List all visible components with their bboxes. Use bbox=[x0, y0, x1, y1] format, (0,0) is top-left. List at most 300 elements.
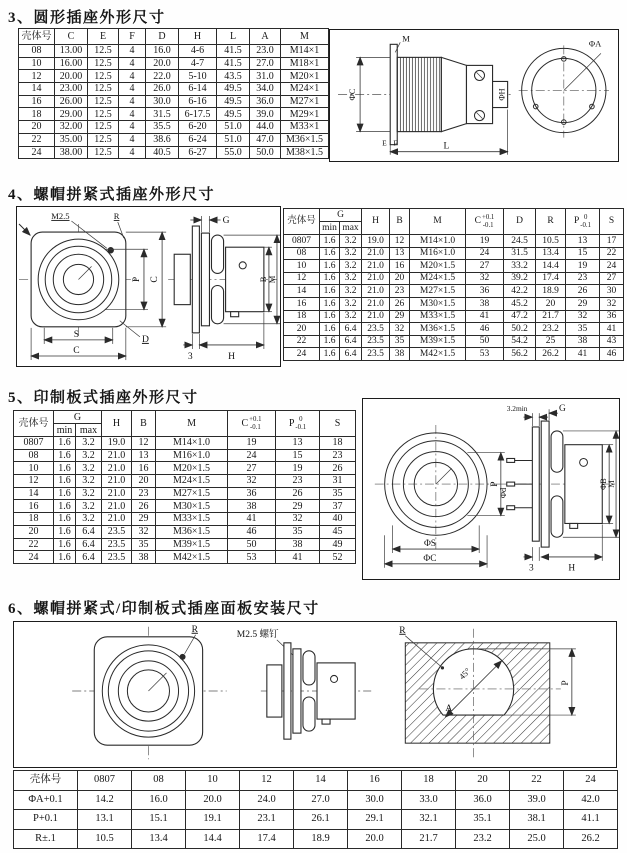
cell: 20 bbox=[390, 272, 410, 285]
table-row bbox=[14, 462, 356, 475]
cell: 23.5 bbox=[102, 551, 132, 564]
table-row bbox=[14, 771, 618, 791]
cell: 12 bbox=[19, 70, 55, 83]
cell: 21.0 bbox=[102, 475, 132, 488]
cell: 38 bbox=[566, 335, 600, 348]
cell: 12.5 bbox=[88, 57, 119, 70]
cell: 23.5 bbox=[362, 335, 390, 348]
section5-title: 5、印制板式插座外形尺寸 bbox=[8, 390, 199, 406]
cell: 30.0 bbox=[146, 95, 179, 108]
cell: 26 bbox=[566, 285, 600, 298]
table-row bbox=[19, 133, 329, 146]
cell: 23 bbox=[320, 449, 356, 462]
cell: 36 bbox=[600, 310, 624, 323]
cell: 3.2 bbox=[340, 297, 362, 310]
cell: 3.2 bbox=[76, 437, 102, 450]
cell: 21.0 bbox=[362, 260, 390, 273]
cell: 38.1 bbox=[510, 810, 564, 830]
col-r: R bbox=[536, 209, 566, 235]
cell: 16.0 bbox=[146, 45, 179, 58]
cell: 13 bbox=[566, 235, 600, 248]
cell: 36 bbox=[466, 285, 504, 298]
cell: 14.4 bbox=[536, 260, 566, 273]
cell: 50.0 bbox=[250, 146, 281, 159]
cell: 35.00 bbox=[55, 133, 88, 146]
cell: 1.6 bbox=[54, 449, 76, 462]
cell: 51.0 bbox=[217, 133, 250, 146]
cell: 22 bbox=[14, 538, 54, 551]
cell: 35 bbox=[276, 525, 320, 538]
cell: 24 bbox=[14, 551, 54, 564]
cell: 24 bbox=[228, 449, 276, 462]
cell: 41.1 bbox=[564, 810, 618, 830]
cell: 32 bbox=[228, 475, 276, 488]
cell: M42×1.5 bbox=[156, 551, 228, 564]
cell: 42.2 bbox=[504, 285, 536, 298]
cell: 26.1 bbox=[294, 810, 348, 830]
cell: 1.6 bbox=[320, 310, 340, 323]
cell: 18 bbox=[284, 310, 320, 323]
cell: 3.2 bbox=[340, 310, 362, 323]
table-row bbox=[19, 108, 329, 121]
cell: 1.6 bbox=[320, 335, 340, 348]
cell: 1.6 bbox=[54, 525, 76, 538]
header-cell: A bbox=[250, 29, 281, 45]
col-m: M bbox=[410, 209, 466, 235]
table-row bbox=[19, 45, 329, 58]
dim-label-m25: M2.5 bbox=[51, 210, 70, 221]
cell: 6.4 bbox=[76, 525, 102, 538]
cell: 1.6 bbox=[320, 348, 340, 361]
cell: 35.5 bbox=[146, 121, 179, 134]
cell: 29.1 bbox=[348, 810, 402, 830]
cell: 36.0 bbox=[456, 790, 510, 810]
cell: 38 bbox=[466, 297, 504, 310]
cell: 0807 bbox=[78, 771, 132, 791]
cell: 35 bbox=[132, 538, 156, 551]
cell: M27×1.5 bbox=[410, 285, 466, 298]
cell: 6-17.5 bbox=[179, 108, 217, 121]
cell: 20 bbox=[456, 771, 510, 791]
cell: 32 bbox=[466, 272, 504, 285]
cell: 4 bbox=[119, 83, 146, 96]
cell: 19 bbox=[566, 260, 600, 273]
dim-label-p-cutout: P bbox=[560, 680, 571, 686]
cell: 25.0 bbox=[510, 829, 564, 849]
cell: M30×1.5 bbox=[410, 297, 466, 310]
cell: 24 bbox=[600, 260, 624, 273]
cell: 4 bbox=[119, 70, 146, 83]
cell: 51.0 bbox=[217, 121, 250, 134]
cell: 35 bbox=[390, 335, 410, 348]
cell: 50 bbox=[466, 335, 504, 348]
cell: M30×1.5 bbox=[156, 500, 228, 513]
cell: 27 bbox=[228, 462, 276, 475]
cell: 32 bbox=[276, 513, 320, 526]
table-header-row bbox=[14, 411, 356, 424]
cell: 26 bbox=[132, 500, 156, 513]
cell: 6-14 bbox=[179, 83, 217, 96]
cell: 30 bbox=[600, 285, 624, 298]
dim-label-g: G bbox=[222, 215, 230, 227]
cell: M33×1.5 bbox=[410, 310, 466, 323]
cell: 21.0 bbox=[102, 487, 132, 500]
cell: 34.0 bbox=[250, 83, 281, 96]
cell: 12.5 bbox=[88, 95, 119, 108]
col-c: C +0.1 -0.1 bbox=[466, 209, 504, 235]
cell: 1.6 bbox=[320, 272, 340, 285]
cell: 16 bbox=[348, 771, 402, 791]
cell: 27 bbox=[466, 260, 504, 273]
cell: 31.5 bbox=[146, 108, 179, 121]
dim-label-e: E bbox=[382, 138, 387, 148]
cell: 20 bbox=[19, 121, 55, 134]
cell: 23 bbox=[276, 475, 320, 488]
round-socket-dimensions-table bbox=[18, 28, 329, 159]
cell: 15 bbox=[566, 247, 600, 260]
cell: 10.5 bbox=[78, 829, 132, 849]
cell: 3.2 bbox=[76, 513, 102, 526]
cell: 12 bbox=[132, 437, 156, 450]
col-d: D bbox=[504, 209, 536, 235]
cell: M14×1.0 bbox=[410, 235, 466, 248]
cell: 38 bbox=[228, 500, 276, 513]
cell: 08 bbox=[132, 771, 186, 791]
cell: 24 bbox=[19, 146, 55, 159]
cell: 50 bbox=[228, 538, 276, 551]
table-row bbox=[284, 348, 624, 361]
header-cell: C bbox=[55, 29, 88, 45]
cell: 17.4 bbox=[536, 272, 566, 285]
cell: 6-27 bbox=[179, 146, 217, 159]
cell: 3.2 bbox=[76, 475, 102, 488]
cell: 52 bbox=[320, 551, 356, 564]
cell: 17 bbox=[600, 235, 624, 248]
cell: 29.00 bbox=[55, 108, 88, 121]
table-row bbox=[14, 475, 356, 488]
cell: 26.2 bbox=[564, 829, 618, 849]
cell: 1.6 bbox=[54, 487, 76, 500]
section5-drawing-box bbox=[362, 398, 620, 580]
cell: 22.0 bbox=[146, 70, 179, 83]
table-row bbox=[284, 272, 624, 285]
cell: 26 bbox=[276, 487, 320, 500]
cell: 3.2 bbox=[76, 500, 102, 513]
cell: 4 bbox=[119, 95, 146, 108]
cell: 39.0 bbox=[250, 108, 281, 121]
cell: 24 bbox=[284, 348, 320, 361]
cell: 20 bbox=[536, 297, 566, 310]
cell: 15.1 bbox=[132, 810, 186, 830]
dim-label-a: A bbox=[445, 704, 453, 715]
cell: 14 bbox=[284, 285, 320, 298]
cell: 23 bbox=[390, 285, 410, 298]
cell: 6.4 bbox=[76, 551, 102, 564]
cell: 08 bbox=[19, 45, 55, 58]
cell: 3.2 bbox=[76, 462, 102, 475]
cell: M20×1.5 bbox=[410, 260, 466, 273]
cell: 6-16 bbox=[179, 95, 217, 108]
cell: 49.5 bbox=[217, 108, 250, 121]
cell: 30.0 bbox=[348, 790, 402, 810]
dim-label-m-side: M bbox=[607, 480, 617, 488]
cell: 31.5 bbox=[504, 247, 536, 260]
cell: 41.5 bbox=[217, 57, 250, 70]
cell: 38 bbox=[276, 538, 320, 551]
col-shell: 壳体号 bbox=[14, 411, 54, 437]
table-row bbox=[14, 500, 356, 513]
section6-title: 6、螺帽拼紧式/印制板式插座面板安装尺寸 bbox=[8, 601, 320, 617]
col-g-min: min bbox=[320, 222, 340, 235]
table-row bbox=[19, 83, 329, 96]
cell: 38.00 bbox=[55, 146, 88, 159]
cell: 23.5 bbox=[102, 538, 132, 551]
cell: M36×1.5 bbox=[410, 323, 466, 336]
table-header-row bbox=[19, 29, 329, 45]
col-m: M bbox=[156, 411, 228, 437]
cell: 21.0 bbox=[102, 449, 132, 462]
cell: 13 bbox=[132, 449, 156, 462]
cell: M27×1.5 bbox=[156, 487, 228, 500]
cell: 43.5 bbox=[217, 70, 250, 83]
cell: 13.00 bbox=[55, 45, 88, 58]
cell: 42.0 bbox=[564, 790, 618, 810]
table-row bbox=[14, 437, 356, 450]
cell: 32 bbox=[390, 323, 410, 336]
cell: 41 bbox=[276, 551, 320, 564]
dim-label-32min: 3.2min bbox=[506, 404, 528, 414]
cell: 41 bbox=[228, 513, 276, 526]
cell: 50.2 bbox=[504, 323, 536, 336]
col-g-max: max bbox=[76, 424, 102, 437]
cell: 38.6 bbox=[146, 133, 179, 146]
cell: 41 bbox=[466, 310, 504, 323]
cell: 22 bbox=[284, 335, 320, 348]
dim-label-p: P bbox=[489, 481, 500, 487]
cell: 32 bbox=[600, 297, 624, 310]
cell: 41 bbox=[600, 323, 624, 336]
cell: 4 bbox=[119, 133, 146, 146]
header-cell: D bbox=[146, 29, 179, 45]
cell: 23.5 bbox=[362, 348, 390, 361]
cell: 38 bbox=[390, 348, 410, 361]
header-cell: H bbox=[179, 29, 217, 45]
cell: 23.2 bbox=[536, 323, 566, 336]
cell: 14 bbox=[294, 771, 348, 791]
table-row bbox=[19, 121, 329, 134]
dim-label-h: H bbox=[228, 351, 236, 363]
cell: 23.00 bbox=[55, 83, 88, 96]
section3-drawing-box bbox=[329, 29, 619, 162]
header-cell: M bbox=[281, 29, 329, 45]
dim-label-h: H bbox=[568, 563, 576, 574]
table-row bbox=[284, 297, 624, 310]
table-row bbox=[14, 810, 618, 830]
cell: 6.4 bbox=[76, 538, 102, 551]
table-row bbox=[14, 790, 618, 810]
header-cell: F bbox=[119, 29, 146, 45]
cell: 21.0 bbox=[362, 272, 390, 285]
cell: 16 bbox=[14, 500, 54, 513]
cell: 12 bbox=[284, 272, 320, 285]
cell: 41.5 bbox=[217, 45, 250, 58]
cell: 46 bbox=[466, 323, 504, 336]
dim-label-f: F bbox=[393, 138, 398, 148]
cell: 12.5 bbox=[88, 133, 119, 146]
cell: 12 bbox=[240, 771, 294, 791]
cell: 1.6 bbox=[54, 513, 76, 526]
cell: 39.0 bbox=[510, 790, 564, 810]
cell: 21.0 bbox=[362, 247, 390, 260]
cell: M36×1.5 bbox=[281, 133, 329, 146]
cell: 47.2 bbox=[504, 310, 536, 323]
cell: 21.0 bbox=[102, 462, 132, 475]
cell: R±.1 bbox=[14, 829, 78, 849]
cell: 24.0 bbox=[240, 790, 294, 810]
cell: 24 bbox=[466, 247, 504, 260]
section4-drawing-box bbox=[16, 206, 281, 367]
cell: 5-10 bbox=[179, 70, 217, 83]
dim-label-phiH: ΦH bbox=[496, 88, 507, 101]
table-row bbox=[284, 323, 624, 336]
cell: 20.0 bbox=[348, 829, 402, 849]
cell: 46 bbox=[228, 525, 276, 538]
cell: 16 bbox=[132, 462, 156, 475]
cell: 12.5 bbox=[88, 108, 119, 121]
cell: 27.0 bbox=[294, 790, 348, 810]
cell: M33×1 bbox=[281, 121, 329, 134]
cell: 14 bbox=[14, 487, 54, 500]
cell: M29×1 bbox=[281, 108, 329, 121]
cell: 56.2 bbox=[504, 348, 536, 361]
cell: 29 bbox=[390, 310, 410, 323]
cell: 23 bbox=[566, 272, 600, 285]
cell: 3.2 bbox=[340, 285, 362, 298]
cell: M24×1.5 bbox=[156, 475, 228, 488]
cell: 21.0 bbox=[362, 310, 390, 323]
table-header-row bbox=[284, 209, 624, 222]
cell: 36 bbox=[228, 487, 276, 500]
table-row bbox=[14, 538, 356, 551]
cell: 13.4 bbox=[132, 829, 186, 849]
cell: M24×1.5 bbox=[410, 272, 466, 285]
cell: 1.6 bbox=[320, 297, 340, 310]
cell: 23.5 bbox=[362, 323, 390, 336]
cell: 1.6 bbox=[320, 285, 340, 298]
cell: 32.1 bbox=[402, 810, 456, 830]
table-row bbox=[14, 829, 618, 849]
cell: 21.0 bbox=[362, 297, 390, 310]
dim-label-phiS: ΦS bbox=[423, 539, 436, 550]
dim-label-m-side: M bbox=[266, 275, 277, 284]
cell: 21.0 bbox=[362, 285, 390, 298]
cell: 22 bbox=[510, 771, 564, 791]
cell: 10 bbox=[19, 57, 55, 70]
cell: M20×1 bbox=[281, 70, 329, 83]
dim-label-c-horizontal: C bbox=[73, 345, 80, 357]
cell: 1.6 bbox=[320, 235, 340, 248]
cell: 29 bbox=[132, 513, 156, 526]
cell: 15 bbox=[276, 449, 320, 462]
cell: 10 bbox=[284, 260, 320, 273]
cell: 0807 bbox=[284, 235, 320, 248]
dim-label-m: M bbox=[402, 33, 410, 44]
cell: 08 bbox=[284, 247, 320, 260]
dim-label-p: P bbox=[130, 276, 142, 283]
cell: 3.2 bbox=[340, 247, 362, 260]
cell: 45 bbox=[320, 525, 356, 538]
cell: 1.6 bbox=[54, 462, 76, 475]
table-row bbox=[14, 525, 356, 538]
table-row bbox=[19, 57, 329, 70]
cell: 18 bbox=[320, 437, 356, 450]
cell: 21.7 bbox=[402, 829, 456, 849]
table-row bbox=[19, 146, 329, 159]
section3-title: 3、圆形插座外形尺寸 bbox=[8, 10, 166, 26]
cell: 1.6 bbox=[54, 437, 76, 450]
cell: 4 bbox=[119, 146, 146, 159]
cell: 23.2 bbox=[456, 829, 510, 849]
cell: 29 bbox=[566, 297, 600, 310]
cell: 18 bbox=[19, 108, 55, 121]
cell: 19 bbox=[228, 437, 276, 450]
header-cell: L bbox=[217, 29, 250, 45]
dim-label-45deg: 45° bbox=[456, 665, 473, 682]
cell: 壳体号 bbox=[14, 771, 78, 791]
cell: 22 bbox=[19, 133, 55, 146]
cell: 14 bbox=[19, 83, 55, 96]
cell: 10.5 bbox=[536, 235, 566, 248]
cell: P+0.1 bbox=[14, 810, 78, 830]
dim-label-g: G bbox=[558, 404, 566, 415]
cell: 35 bbox=[320, 487, 356, 500]
cell: 4 bbox=[119, 57, 146, 70]
cell: 3.2 bbox=[76, 449, 102, 462]
table-row bbox=[14, 551, 356, 564]
cell: 3.2 bbox=[76, 487, 102, 500]
pcb-socket-outline-drawing bbox=[363, 399, 619, 579]
cell: 4-6 bbox=[179, 45, 217, 58]
cell: M42×1.5 bbox=[410, 348, 466, 361]
cell: 6-20 bbox=[179, 121, 217, 134]
section4-title: 4、螺帽拼紧式插座外形尺寸 bbox=[8, 187, 216, 203]
cell: 20 bbox=[14, 525, 54, 538]
table-row bbox=[284, 285, 624, 298]
table-row bbox=[284, 247, 624, 260]
cell: 39.2 bbox=[504, 272, 536, 285]
cell: 6.4 bbox=[340, 335, 362, 348]
cell: 32 bbox=[132, 525, 156, 538]
cell: 3.2 bbox=[340, 235, 362, 248]
col-c: C +0.1 -0.1 bbox=[228, 411, 276, 437]
col-g-max: max bbox=[340, 222, 362, 235]
cell: 1.6 bbox=[320, 247, 340, 260]
cell: 46 bbox=[600, 348, 624, 361]
cell: 20.00 bbox=[55, 70, 88, 83]
cell: 1.6 bbox=[54, 500, 76, 513]
cell: 1.6 bbox=[54, 538, 76, 551]
dim-label-d: D bbox=[141, 333, 149, 345]
cell: 19.0 bbox=[102, 437, 132, 450]
cell: 4 bbox=[119, 121, 146, 134]
cell: 41 bbox=[566, 348, 600, 361]
header-cell: E bbox=[88, 29, 119, 45]
dim-label-phiC: ΦC bbox=[423, 553, 437, 564]
cell: 1.6 bbox=[320, 323, 340, 336]
table-row bbox=[14, 449, 356, 462]
cell: 53 bbox=[466, 348, 504, 361]
cell: 40.5 bbox=[146, 146, 179, 159]
